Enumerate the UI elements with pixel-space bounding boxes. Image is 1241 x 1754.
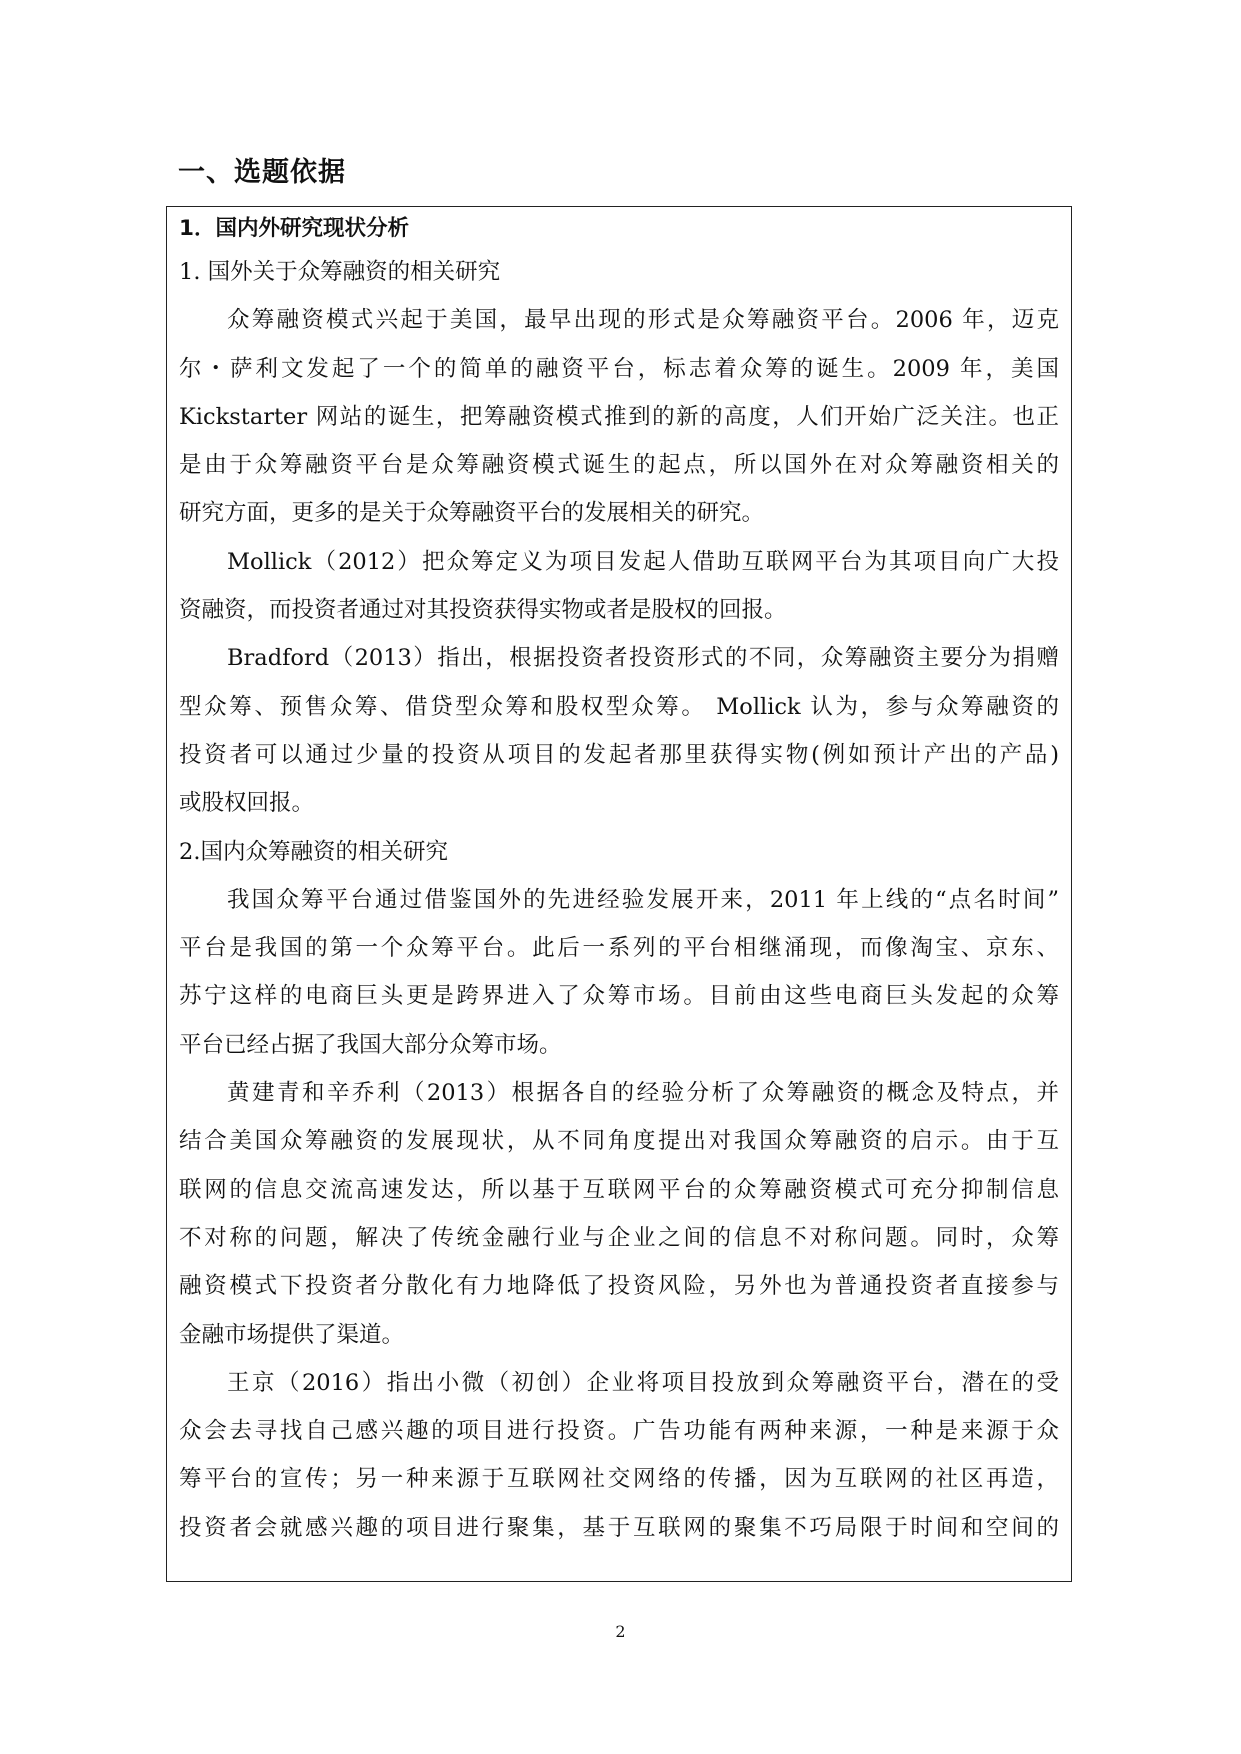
text-line: 众筹融资模式兴起于美国，最早出现的形式是众筹融资平台。2006 年，迈克 (227, 307, 1059, 334)
text-line: 融资模式下投资者分散化有力地降低了投资风险，另外也为普通投资者直接参与 (179, 1273, 1059, 1300)
text-line: 平台已经占据了我国大部分众筹市场。 (179, 1031, 562, 1058)
text-line: 苏宁这样的电商巨头更是跨界进入了众筹市场。目前由这些电商巨头发起的众筹 (179, 983, 1059, 1010)
page-number: 2 (615, 1622, 626, 1641)
text-line: 1. 国外关于众筹融资的相关研究 (179, 259, 501, 285)
section-title: 一、选题依据 (178, 157, 346, 188)
text-line: 众会去寻找自己感兴趣的项目进行投资。广告功能有两种来源，一种是来源于众 (179, 1418, 1059, 1445)
text-line: 型众筹、预售众筹、借贷型众筹和股权型众筹。 Mollick 认为，参与众筹融资的 (179, 693, 1059, 720)
text-line: 或股权回报。 (179, 790, 315, 817)
text-line: 投资者会就感兴趣的项目进行聚集，基于互联网的聚集不巧局限于时间和空间的 (179, 1514, 1059, 1541)
text-line: 尔・萨利文发起了一个的简单的融资平台，标志着众筹的诞生。2009 年，美国 (179, 355, 1059, 382)
text-line: 黄建青和辛乔利（2013）根据各自的经验分析了众筹融资的概念及特点，并 (227, 1080, 1059, 1107)
text-line: 是由于众筹融资平台是众筹融资模式诞生的起点，所以国外在对众筹融资相关的 (179, 452, 1059, 479)
text-line: Bradford（2013）指出，根据投资者投资形式的不同，众筹融资主要分为捐赠 (227, 645, 1059, 672)
text-line: Mollick（2012）把众筹定义为项目发起人借助互联网平台为其项目向广大投 (227, 548, 1059, 575)
text-line: Kickstarter 网站的诞生，把筹融资模式推到的新的高度，人们开始广泛关注。也正 (179, 403, 1059, 430)
text-line: 资融资，而投资者通过对其投资获得实物或者是股权的回报。 (179, 597, 787, 624)
subsection-heading: 1．国内外研究现状分析 (179, 216, 409, 241)
text-line: 金融市场提供了渠道。 (179, 1321, 405, 1348)
content-table-cell (166, 206, 1072, 1582)
text-line: 结合美国众筹融资的发展现状，从不同角度提出对我国众筹融资的启示。由于互 (179, 1128, 1059, 1155)
text-line: 王京（2016）指出小微（初创）企业将项目投放到众筹融资平台，潜在的受 (227, 1369, 1059, 1396)
text-line: 联网的信息交流高速发达，所以基于互联网平台的众筹融资模式可充分抑制信息 (179, 1176, 1059, 1203)
text-line: 投资者可以通过少量的投资从项目的发起者那里获得实物(例如预计产出的产品) (179, 741, 1059, 768)
text-line: 2.国内众筹融资的相关研究 (179, 838, 448, 865)
text-line: 筹平台的宣传；另一种来源于互联网社交网络的传播，因为互联网的社区再造， (179, 1466, 1059, 1493)
content-body (179, 207, 1059, 1552)
text-line: 平台是我国的第一个众筹平台。此后一系列的平台相继涌现，而像淘宝、京东、 (179, 935, 1059, 962)
text-line: 我国众筹平台通过借鉴国外的先进经验发展开来，2011 年上线的“点名时间” (227, 886, 1059, 913)
text-line: 不对称的问题，解决了传统金融行业与企业之间的信息不对称问题。同时，众筹 (179, 1224, 1059, 1251)
text-line: 研究方面，更多的是关于众筹融资平台的发展相关的研究。 (179, 500, 765, 527)
